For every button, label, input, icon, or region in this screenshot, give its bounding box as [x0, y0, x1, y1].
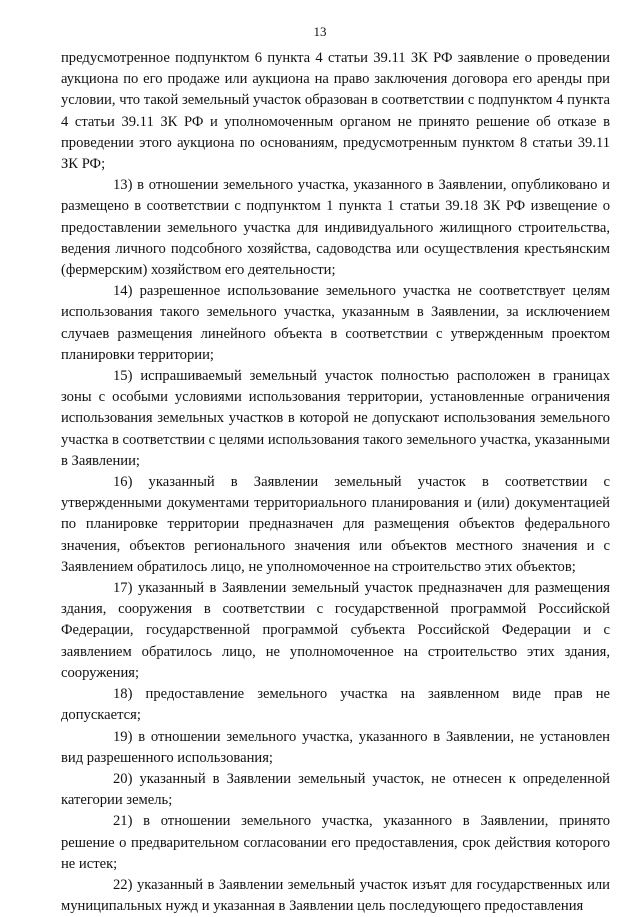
paragraph-item-22: 22) указанный в Заявлении земельный участок изъят для государственных или муниципальных нужд и указанная в Заявлении цель последующего предоставления	[61, 876, 610, 915]
paragraph-item-17: 17) указанный в Заявлении земельный участок предназначен для размещения здания, сооружения в соответствии с государственной программой Российской Федерации, государственной программой субъекта Российской Федерации и с заявлением обратилось лицо, не уполномоченное на строительство этих здания, сооружения;	[61, 580, 610, 681]
paragraph-item-20: 20) указанный в Заявлении земельный участок, не отнесен к определенной категории земель;	[61, 770, 610, 809]
paragraph-item-19: 19) в отношении земельного участка, указанного в Заявлении, не установлен вид разрешенного использования;	[61, 728, 610, 766]
paragraph-item-13: 13) в отношении земельного участка, указанного в Заявлении, опубликовано и размещено в соответствии с подпунктом 1 пункта 1 статьи 39.18 ЗК РФ извещение о предоставлении земельного участка для индивидуального жилищного строительства, ведения личного подсобного хозяйства, садоводства или осуществления крестьянским (фермерским) хозяйством его деятельности;	[61, 177, 610, 279]
page-number: 13	[313, 24, 327, 39]
paragraph-item-16: 16) указанный в Заявлении земельный участок в соответствии с утвержденными документами территориального планирования и (или) документацией по планировке территории предназначен для размещения объектов федерального значения, объектов регионального значения или объектов местного значения и с Заявлением обратилось лицо, не уполномоченное на строительство этих объектов;	[61, 474, 610, 575]
paragraph-item-14: 14) разрешенное использование земельного участка не соответствует целям использования такого земельного участка, указанным в Заявлении, за исключением случаев размещения линейного объекта в соответствии с утвержденным проектом планировки территории;	[61, 283, 610, 363]
paragraph-item-21: 21) в отношении земельного участка, указанного в Заявлении, принято решение о предварительном согласовании его предоставления, срок действия которого не истек;	[61, 813, 610, 872]
paragraph-item-18: 18) предоставление земельного участка на заявленном виде прав не допускается;	[61, 686, 610, 724]
paragraph-item-15: 15) испрашиваемый земельный участок полностью расположен в границах зоны с особыми условиями использования территории, установленные ограничения использования земельных участков в которой не допускают использования земельного участка в соответствии с целями использования такого земельного участка, указанными в Заявлении;	[61, 368, 610, 469]
paragraph-continuation: предусмотренное подпунктом 6 пункта 4 статьи 39.11 ЗК РФ заявление о проведении аукциона по его продаже или аукциона на право заключения договора его аренды при условии, что такой земельный участок образован в соответствии с подпунктом 4 пункта 4 статьи 39.11 ЗК РФ и уполномоченным органом не принято решение об отказе в проведении этого аукциона по основаниям, предусмотренным пунктом 8 статьи 39.11 ЗК РФ;	[61, 50, 610, 173]
document-body	[61, 48, 610, 917]
